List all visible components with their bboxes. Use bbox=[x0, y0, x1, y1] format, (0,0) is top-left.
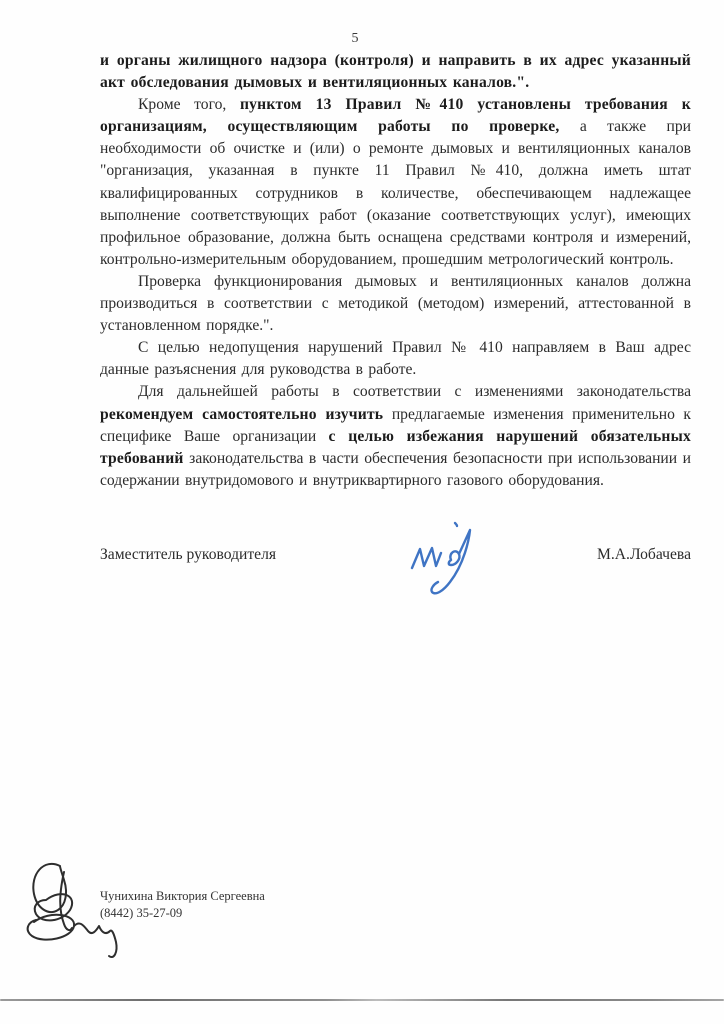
text-segment: Проверка функционирования дымовых и вентиляционных каналов должна производиться в соответствии с методикой (методом) измерений, аттестованной в установленном порядке.". bbox=[100, 272, 691, 335]
handwritten-signature-blue bbox=[398, 520, 490, 612]
scan-artifact-line bbox=[0, 999, 724, 1001]
document-body bbox=[100, 50, 691, 492]
contact-name: Чунихина Виктория Сергеевна bbox=[100, 889, 265, 903]
paragraph bbox=[100, 94, 691, 271]
blue-signature-path bbox=[412, 548, 441, 568]
signature-row bbox=[100, 546, 691, 564]
paragraph bbox=[100, 271, 691, 337]
paragraph bbox=[100, 337, 691, 381]
contact-phone: (8442) 35-27-09 bbox=[100, 905, 183, 920]
text-segment: предлагаемые изменения применительно к специфике Ваше организации bbox=[100, 405, 691, 445]
text-segment: Кроме того, bbox=[138, 96, 240, 114]
text-segment: С целью недопущения нарушений Правил № 410 направляем в Ваш адрес данные разъяснения для руководства в работе. bbox=[100, 339, 691, 379]
bold-text-segment: и органы жилищного надзора (контроля) и направить в их адрес указанный акт обследования дымовых и вентиляционных каналов.". bbox=[100, 52, 691, 92]
blue-signature-path bbox=[455, 523, 457, 526]
bold-text-segment: рекомендуем самостоятельно изучить bbox=[100, 405, 384, 423]
page-number: 5 bbox=[351, 31, 359, 46]
paragraph bbox=[100, 381, 691, 491]
black-signature-path bbox=[74, 923, 117, 957]
blue-signature-path bbox=[449, 551, 460, 565]
bold-text-segment: с целью избежания нарушений обязательных требований bbox=[100, 427, 691, 467]
black-signature-path bbox=[60, 872, 72, 930]
signer-name: М.А.Лобачева bbox=[597, 546, 691, 563]
contact-footer bbox=[100, 888, 265, 921]
signer-position-title: Заместитель руководителя bbox=[100, 546, 277, 563]
text-segment: а также при необходимости об очистке и (или) о ремонте дымовых и вентиляционных каналов "организация, указанная в пункте 11 Правил №410, должна иметь штат квалифицированных сотрудников в количестве, обеспечивающем надлежащее выполнение соответствующих работ (оказание соответствующих услуг), имеющих профильное образование, должна быть оснащена средствами контроля и измерений, контрольно-измерительным оборудованием, прошедшим метрологический контроль. bbox=[100, 118, 691, 268]
text-segment: Для дальнейшей работы в соответствии с изменениями законодательства bbox=[138, 383, 691, 401]
text-segment: законодательства в части обеспечения безопасности при использовании и содержании внутридомового и внутриквартирного газового оборудования. bbox=[100, 449, 691, 489]
paragraph bbox=[100, 50, 691, 94]
black-signature-path bbox=[28, 915, 74, 940]
bold-text-segment: пунктом 13 Правил №410 установлены требования к организациям, осуществляющим работы по проверке, bbox=[100, 96, 691, 136]
